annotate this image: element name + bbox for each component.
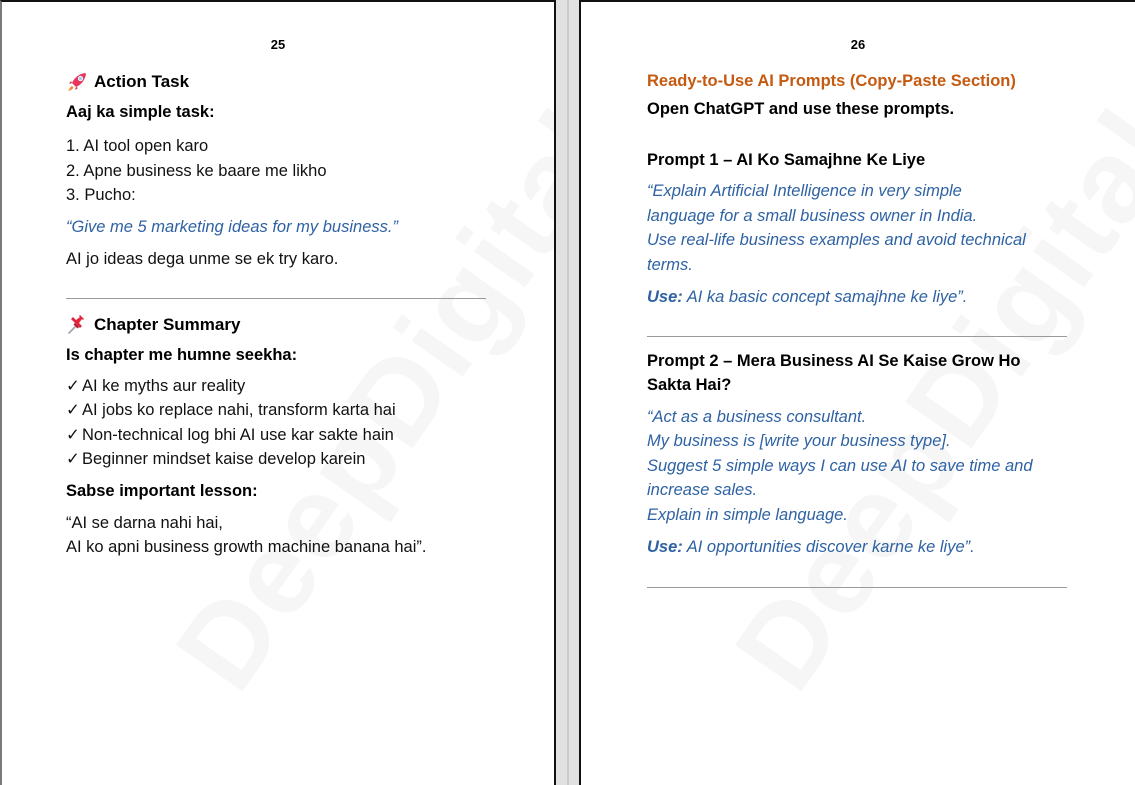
prompt-line: My business is [write your business type].: [647, 432, 951, 450]
lesson-heading: Sabse important lesson:: [66, 481, 258, 500]
prompt-line: Suggest 5 simple ways I can use AI to save time and: [647, 456, 1033, 475]
page-content: [647, 68, 1071, 588]
prompt-line: “Act as a business consultant.: [647, 407, 867, 426]
action-task-heading: [66, 68, 490, 96]
pushpin-icon: [66, 314, 88, 336]
section-intro: Open ChatGPT and use these prompts.: [647, 100, 955, 118]
checklist-item: ✓ AI jobs ko replace nahi, transform karta hai: [66, 398, 490, 423]
page-number: 26: [850, 37, 866, 52]
prompt-line: Use real-life business examples and avoid technical: [647, 231, 1026, 249]
prompt-card: [647, 148, 1071, 310]
section-divider: [647, 336, 1067, 337]
section-divider: [647, 587, 1067, 588]
prompt-text[interactable]: [647, 179, 1071, 277]
chapter-summary-subtitle: Is chapter me humne seekha:: [66, 345, 298, 364]
prompt-use-note: Use: AI opportunities discover karne ke liye”.: [647, 538, 975, 556]
checkmark-icon: ✓: [66, 401, 80, 419]
section-title: Ready-to-Use AI Prompts (Copy-Paste Section): [647, 72, 1016, 90]
prompt-title: Prompt 2 – Mera Business AI Se Kaise Grow Ho: [647, 351, 1021, 370]
action-task-title: Action Task: [94, 72, 190, 91]
prompt-title: Prompt 1 – AI Ko Samajhne Ke Liye: [647, 151, 926, 169]
rocket-icon: [66, 71, 88, 93]
prompt-title-cont: Sakta Hai?: [647, 375, 732, 394]
section-divider: [66, 298, 486, 299]
prompt-line: “Explain Artificial Intelligence in very simple: [647, 182, 962, 200]
lesson-line: “AI se darna nahi hai,: [66, 513, 223, 532]
checkmark-icon: ✓: [66, 376, 80, 395]
lesson-quote: [66, 511, 490, 560]
checklist-item: ✓ AI ke myths aur reality: [66, 374, 490, 399]
page-number: 25: [270, 37, 286, 52]
checklist-item: ✓ Non-technical log bhi AI use kar sakte hain: [66, 423, 490, 448]
chapter-summary-heading: [66, 311, 490, 339]
page-gutter: [556, 0, 579, 785]
checkmark-icon: ✓: [66, 450, 80, 468]
steps-list: [66, 134, 490, 208]
prompt-line: terms.: [647, 255, 693, 274]
prompt-use-note: Use: AI ka basic concept samajhne ke liye”.: [647, 288, 968, 306]
use-label: Use:: [647, 538, 683, 556]
prompt-card: [647, 349, 1071, 560]
prompt-text[interactable]: [647, 405, 1071, 528]
prompt-line: language for a small business owner in India.: [647, 206, 978, 225]
page-26: [579, 0, 1135, 785]
followup-text: AI jo ideas dega unme se ek try karo.: [66, 250, 339, 268]
gutter-divider: [567, 0, 569, 785]
page-25: [0, 0, 556, 785]
page-content: [66, 68, 490, 560]
use-label: Use:: [647, 288, 683, 306]
action-task-subtitle: Aaj ka simple task:: [66, 103, 215, 121]
step-item: 2. Apne business ke baare me likho: [66, 161, 327, 180]
checkmark-icon: ✓: [66, 425, 80, 444]
prompt-line: increase sales.: [647, 481, 758, 499]
learned-checklist: [66, 374, 490, 472]
step-item: 3. Pucho:: [66, 186, 136, 204]
step-item: 1. AI tool open karo: [66, 137, 209, 155]
checklist-item: ✓ Beginner mindset kaise develop karein: [66, 447, 490, 472]
lesson-line: AI ko apni business growth machine banana hai”.: [66, 538, 427, 556]
prompt-line: Explain in simple language.: [647, 505, 848, 524]
chapter-summary-title: Chapter Summary: [94, 314, 241, 334]
example-prompt-quote: “Give me 5 marketing ideas for my business.”: [66, 217, 398, 236]
